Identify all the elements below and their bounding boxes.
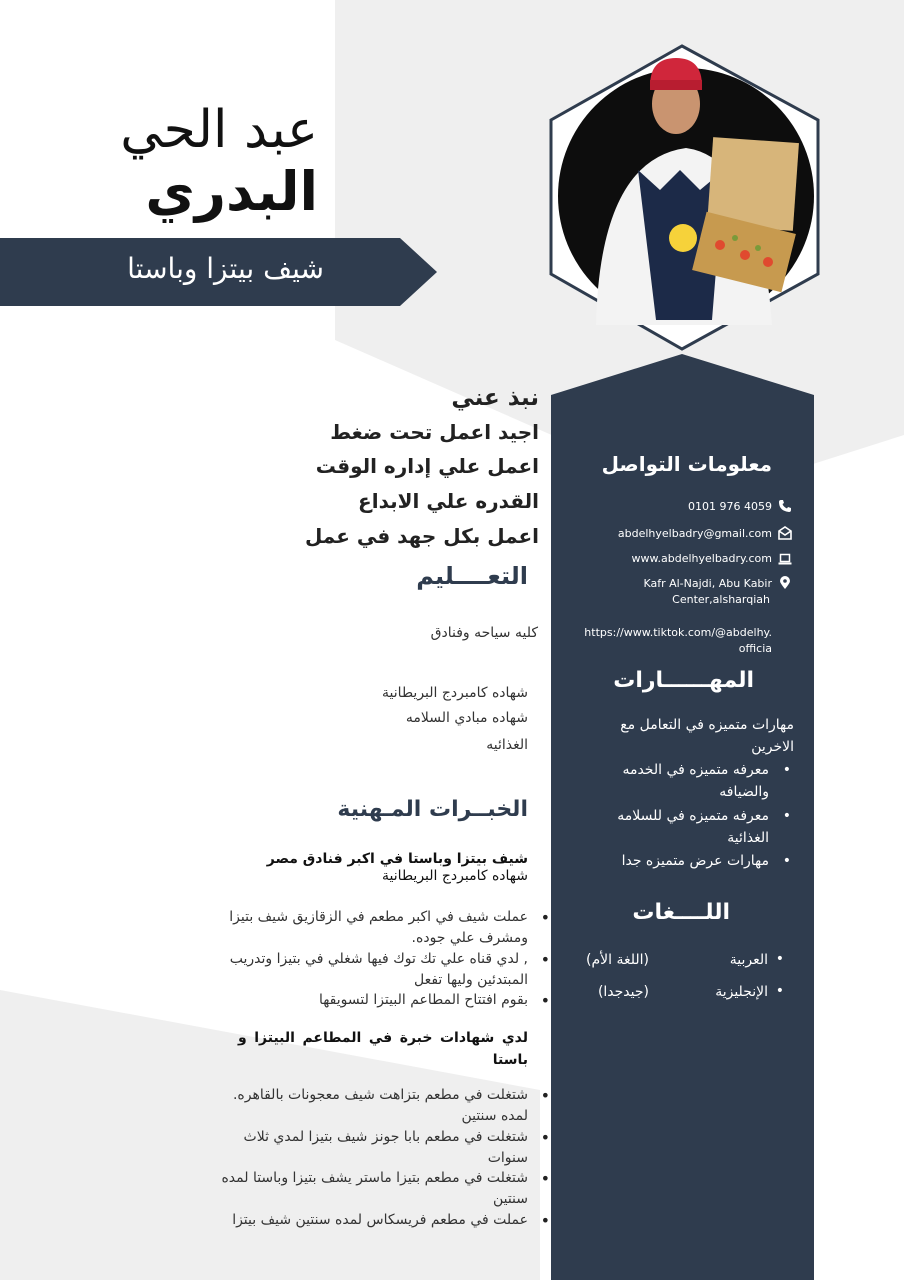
- list-item: • بقوم افتتاح المطاعم البيتزا لتسويقها: [218, 990, 528, 1011]
- about-item: اجيد اعمل تحت ضغط: [330, 420, 539, 444]
- language-name: العربية: [729, 952, 768, 968]
- job1-subtitle: شهاده كامبردج البريطانية: [382, 868, 528, 884]
- contact-website: www.abdelhyelbadry.com: [631, 552, 772, 565]
- education-certificate: شهاده كامبردج البريطانية: [382, 685, 528, 701]
- list-item: • , لدي قناه علي تك توك فيها شغلي في بتيزا وتدريب المبتدئين وليها تفعل: [218, 949, 528, 991]
- contact-address-line2: Center,alsharqiah: [672, 593, 770, 606]
- bullet-icon: •: [775, 951, 784, 967]
- first-name: عبد الحي: [120, 100, 318, 160]
- about-title: نبذ عني: [451, 385, 539, 411]
- list-item: • شتغلت في مطعم بتزاهت شيف معجونات بالقاهره. لمده سنتين: [218, 1085, 528, 1127]
- experience-title: الخبــرات المـهنية: [337, 797, 528, 822]
- last-name: البدري: [145, 160, 318, 223]
- skill-item: • معرفه متميزه في الخدمه والضيافه: [594, 759, 769, 803]
- list-item: • شتغلت في مطعم بتيزا ماستر يشف بتيزا وباستا لمده سنتين: [218, 1168, 528, 1210]
- skill-item: مهارات متميزه في التعامل مع الاخرين: [620, 717, 794, 755]
- education-title: التعــــليم: [416, 562, 528, 590]
- laptop-icon: [778, 552, 792, 566]
- location-pin-icon: [778, 576, 792, 590]
- envelope-icon: [778, 526, 792, 540]
- contact-address-line1: Kafr Al-Najdi, Abu Kabir: [643, 577, 772, 590]
- job2-title: لدي شهادات خبرة في المطاعم البيتزا و باستا: [238, 1030, 528, 1068]
- education-degree: كليه سياحه وفنادق: [430, 625, 538, 641]
- about-item: القدره علي الابداع: [358, 489, 539, 513]
- education-certificate: شهاده مبادي السلامه: [405, 710, 528, 726]
- languages-title: اللــــغات: [632, 900, 730, 925]
- language-level: (اللغة الأم): [586, 952, 649, 968]
- bullet-icon: •: [775, 983, 784, 999]
- contact-title: معلومات التواصل: [601, 452, 772, 476]
- job1-title: شيف بيتزا وباستا في اكبر فنادق مصر: [266, 851, 528, 867]
- list-item: • عملت شيف في اكبر مطعم في الزقازيق شيف بتيزا ومشرف علي جوده.: [218, 907, 528, 949]
- about-item: اعمل علي إداره الوقت: [315, 454, 539, 478]
- list-item: • شتغلت في مطعم بابا جونز شيف بتيزا لمدي ثلاث سنوات: [218, 1127, 528, 1169]
- skill-item: • مهارات عرض متميزه جدا: [594, 850, 769, 872]
- phone-icon: [778, 499, 792, 513]
- skills-title: المهــــــارات: [613, 668, 754, 693]
- list-item: • عملت في مطعم فريسكاس لمده سنتين شيف بيتزا: [218, 1210, 528, 1231]
- contact-phone: 0101 976 4059: [688, 500, 772, 513]
- about-item: اعمل بكل جهد في عمل: [304, 524, 539, 548]
- language-name: الإنجليزية: [715, 984, 768, 1000]
- contact-tiktok-line2: officia: [738, 642, 772, 655]
- education-certificate: الغذائيه: [486, 737, 528, 753]
- language-level: (جيدجدا): [597, 984, 649, 1000]
- contact-email: abdelhyelbadry@gmail.com: [617, 527, 772, 540]
- contact-tiktok-line1: https://www.tiktok.com/@abdelhy.: [584, 626, 772, 639]
- job-title: شيف بيتزا وباستا: [127, 252, 324, 285]
- skill-item: • معرفه متميزه في للسلامه الغذائية: [594, 805, 769, 849]
